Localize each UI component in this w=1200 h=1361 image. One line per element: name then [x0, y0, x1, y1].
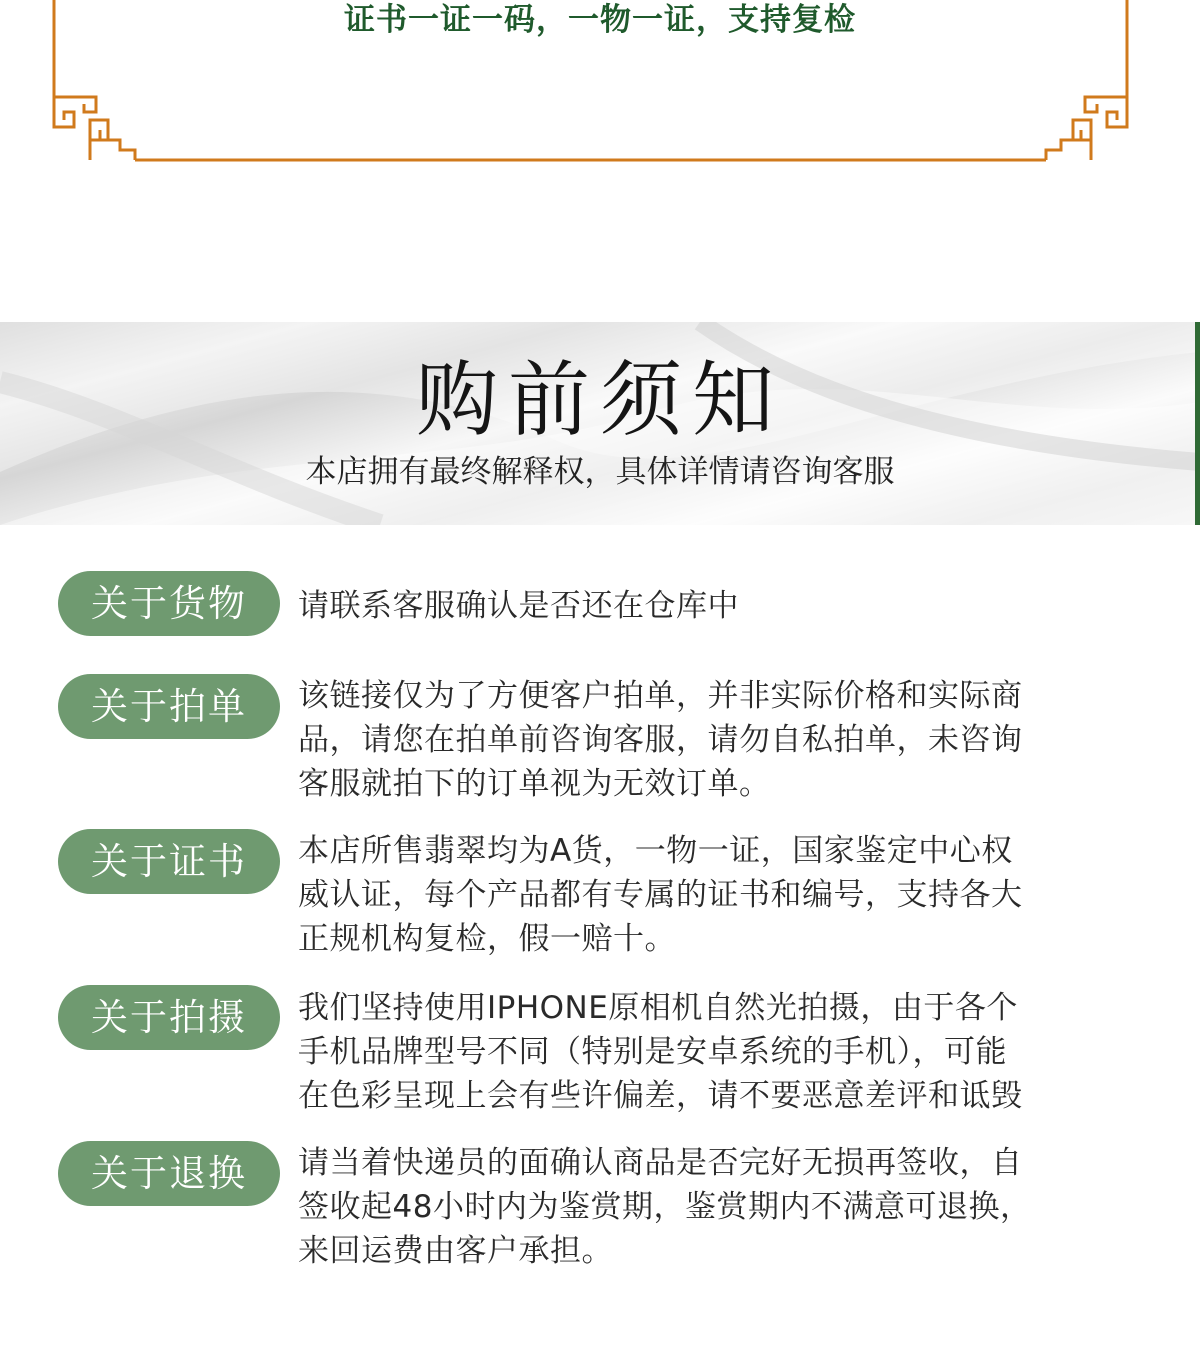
notice-label-goods: 关于货物	[58, 571, 280, 636]
banner-subtitle: 本店拥有最终解释权，具体详情请咨询客服	[305, 454, 895, 490]
notice-label-returns: 关于退换	[58, 1141, 280, 1206]
notice-text-returns	[298, 1141, 1138, 1273]
notice-text-certificate	[298, 829, 1138, 961]
notice-label-certificate: 关于证书	[58, 829, 280, 894]
notice-text-order	[298, 674, 1138, 806]
notice-label-photography: 关于拍摄	[58, 985, 280, 1050]
notice-text-photography	[298, 986, 1138, 1118]
notice-text-goods	[298, 584, 1138, 628]
notice-line: 威认证，每个产品都有专属的证书和编号，支持各大	[298, 877, 1023, 913]
notice-line: 请联系客服确认是否还在仓库中	[298, 588, 739, 624]
certificate-caption: 证书一证一码，一物一证，支持复检	[344, 2, 856, 38]
notice-line: 客服就拍下的订单视为无效订单。	[298, 766, 771, 802]
notice-line: 我们坚持使用IPHONE原相机自然光拍摄，由于各个	[298, 990, 1018, 1026]
notice-line: 手机品牌型号不同（特别是安卓系统的手机），可能	[298, 1034, 1007, 1070]
notice-label-order: 关于拍单	[58, 674, 280, 739]
banner-title: 购前须知	[415, 353, 784, 448]
notice-line: 品，请您在拍单前咨询客服，请勿自私拍单，未咨询	[298, 722, 1023, 758]
notice-line: 本店所售翡翠均为A货，一物一证，国家鉴定中心权	[298, 833, 1013, 869]
certificate-frame	[0, 0, 1200, 175]
notice-line: 正规机构复检，假一赔十。	[298, 921, 676, 957]
notice-line: 在色彩呈现上会有些许偏差，请不要恶意差评和诋毁	[298, 1078, 1023, 1114]
notice-line: 该链接仅为了方便客户拍单，并非实际价格和实际商	[298, 678, 1023, 714]
notice-line: 请当着快递员的面确认商品是否完好无损再签收，自	[298, 1145, 1023, 1181]
notice-line: 来回运费由客户承担。	[298, 1233, 613, 1269]
notice-line: 签收起48小时内为鉴赏期，鉴赏期内不满意可退换，	[298, 1189, 1032, 1225]
